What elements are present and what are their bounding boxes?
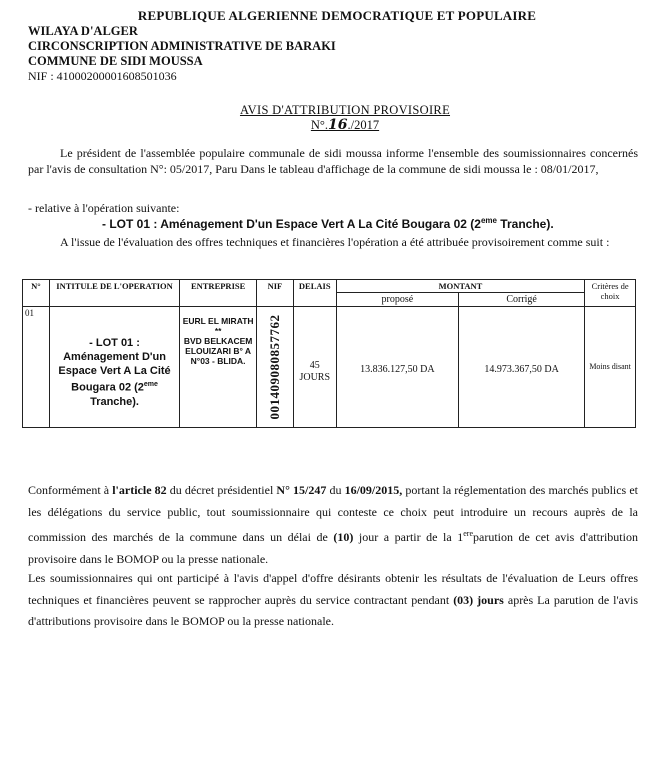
avis-number-suffix: ./2017 bbox=[347, 118, 380, 132]
header-propose: proposé bbox=[336, 293, 458, 307]
cell-nif bbox=[257, 307, 294, 428]
relative-line: - relative à l'opération suivante: bbox=[28, 201, 180, 215]
header-nif: NIF bbox=[257, 280, 294, 307]
lot-sup: eme bbox=[480, 216, 497, 225]
entreprise-separator: ** bbox=[214, 326, 222, 336]
results-paragraph bbox=[28, 568, 638, 633]
recourse-days: (10) bbox=[333, 530, 354, 544]
circonscription-line: CIRCONSCRIPTION ADMINISTRATIVE DE BARAKI bbox=[28, 39, 336, 53]
recourse-text-g: portant la réglementation des marchés publics et les délégations du service public, tout soumissionnaire qui conteste ce choix peut introduire un recours auprès de la commission des marchés de la commune dans un délai de bbox=[28, 483, 639, 544]
recourse-text-j: parution de cet avis d'attribution provisoire dans le BOMOP ou la presse nationale. bbox=[28, 530, 638, 566]
header-criteres: Critères de choix bbox=[585, 280, 636, 307]
wilaya-line: WILAYA D'ALGER bbox=[28, 24, 138, 38]
recourse-article: l'article 82 bbox=[112, 483, 167, 497]
corrige-value: 14.973.367,50 DA bbox=[484, 364, 559, 375]
recourse-text-c: du décret présidentiel bbox=[166, 483, 277, 497]
cell-corrige bbox=[458, 307, 584, 428]
recourse-sup: ere bbox=[463, 529, 474, 538]
issue-paragraph: A l'issue de l'évaluation des offres techniques et financières l'opération a été attribuée provisoirement comme suit : bbox=[60, 235, 610, 249]
cell-entreprise bbox=[180, 307, 257, 428]
delais-unit: JOURS bbox=[299, 372, 331, 383]
nif-line: NIF : 41000200001608501036 bbox=[28, 69, 177, 83]
cell-propose bbox=[336, 307, 458, 428]
avis-number bbox=[0, 117, 654, 133]
header-intitule: INTITULE DE L'OPERATION bbox=[49, 280, 179, 307]
criteres-value: Moins disant bbox=[589, 362, 631, 371]
recourse-decree: N° 15/247 bbox=[276, 483, 327, 497]
header-corrige: Corrigé bbox=[458, 293, 584, 307]
recourse-date: 16/09/2015, bbox=[344, 483, 403, 497]
commune-line: COMMUNE DE SIDI MOUSSA bbox=[28, 54, 203, 68]
lot-line bbox=[102, 216, 554, 231]
recourse-text-i: jour a partir de la 1 bbox=[353, 530, 464, 544]
intitule-sup: eme bbox=[143, 381, 158, 388]
attribution-table bbox=[22, 279, 636, 428]
results-days: (03) jours bbox=[453, 592, 504, 607]
lot-end: Tranche). bbox=[496, 217, 554, 231]
intitule-end: Tranche). bbox=[90, 395, 139, 408]
avis-title: AVIS D'ATTRIBUTION PROVISOIRE bbox=[239, 103, 451, 117]
nif-value: 001409080857762 bbox=[266, 314, 282, 420]
results-text-a: Les soumissionnaires qui ont participé à l'avis d'appel d'offre désirants obtenir les résultats de l'évaluation de Leurs offres techniques et financières peuvent se rapprocher auprès du service contractant pendant bbox=[28, 571, 638, 607]
header-entreprise: ENTREPRISE bbox=[180, 280, 257, 307]
header-montant: MONTANT bbox=[336, 280, 584, 293]
delais-value: 45 bbox=[309, 360, 320, 371]
cell-intitule bbox=[49, 307, 179, 428]
table-header-row bbox=[23, 280, 636, 293]
recourse-paragraph bbox=[28, 480, 638, 570]
propose-value: 13.836.127,50 DA bbox=[360, 364, 435, 375]
table-row bbox=[23, 307, 636, 428]
results-text-c: après La parution de l'avis d'attributions provisoire dans le BOMOP ou la presse nationale. bbox=[28, 592, 638, 628]
entreprise-name: EURL EL MIRATH bbox=[182, 316, 254, 326]
recourse-text-e: du bbox=[326, 483, 345, 497]
header-delais: DELAIS bbox=[293, 280, 336, 307]
cell-delais bbox=[293, 307, 336, 428]
avis-number-prefix: N°. bbox=[310, 118, 329, 132]
recourse-text-a: Conformément à bbox=[28, 483, 113, 497]
cell-criteres bbox=[585, 307, 636, 428]
intro-paragraph: Le président de l'assemblée populaire communale de sidi moussa informe l'ensemble des soumissionnaires concernés par l'avis de consultation N°: 05/2017, Paru Dans le tableau d'affichage de la commune de sidi moussa le : 08/01/2017, bbox=[28, 146, 638, 176]
cell-num: 01 bbox=[23, 307, 50, 428]
header-num: N° bbox=[23, 280, 50, 307]
intitule-main: - LOT 01 : Aménagement D'un Espace Vert A La Cité Bougara 02 (2 bbox=[58, 337, 171, 394]
avis-number-handwritten: 16 bbox=[328, 117, 348, 133]
lot-main: - LOT 01 : Aménagement D'un Espace Vert A La Cité Bougara 02 (2 bbox=[102, 217, 481, 231]
entreprise-address: BVD BELKACEM ELOUIZARI B° A N°03 - BLIDA. bbox=[183, 336, 253, 366]
republic-heading: REPUBLIQUE ALGERIENNE DEMOCRATIQUE ET POPULAIRE bbox=[137, 8, 537, 23]
